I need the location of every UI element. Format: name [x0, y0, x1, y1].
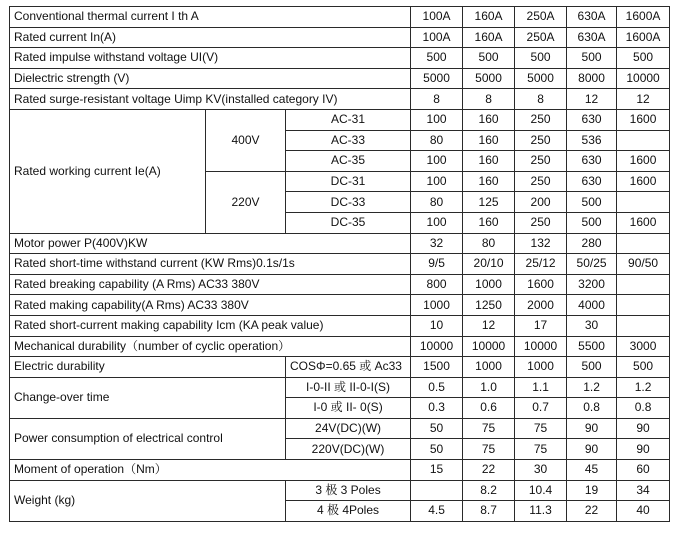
specifications-table [9, 6, 670, 522]
table-row [10, 254, 670, 275]
row-label: Mechanical durability（number of cyclic operation） [10, 336, 411, 357]
value-cell [617, 130, 670, 151]
value-cell: 100 [411, 109, 463, 130]
value-cell: 1.1 [515, 377, 567, 398]
value-cell: 34 [617, 480, 670, 501]
value-cell: 2000 [515, 295, 567, 316]
value-cell: 3000 [617, 336, 670, 357]
value-cell: 5500 [567, 336, 617, 357]
value-cell: 0.5 [411, 377, 463, 398]
condition-label: 24V(DC)(W) [286, 418, 411, 439]
value-cell: 160 [463, 212, 515, 233]
row-label: Rated making capability(A Rms) AC33 380V [10, 295, 411, 316]
value-cell: 17 [515, 315, 567, 336]
value-cell: 250 [515, 212, 567, 233]
value-cell: 30 [515, 460, 567, 481]
condition-label: 4 极 4Poles [286, 501, 411, 522]
value-cell: 500 [515, 48, 567, 69]
value-cell: 8.2 [463, 480, 515, 501]
value-cell: 9/5 [411, 254, 463, 275]
table-body [10, 7, 670, 522]
value-cell: 10000 [515, 336, 567, 357]
value-cell: 1600A [617, 27, 670, 48]
value-cell: 100A [411, 7, 463, 28]
row-label: Change-over time [10, 377, 286, 418]
value-cell: 0.8 [567, 398, 617, 419]
category-label: DC-35 [286, 212, 411, 233]
value-cell: 100 [411, 212, 463, 233]
value-cell: 80 [411, 130, 463, 151]
value-cell: 20/10 [463, 254, 515, 275]
category-label: AC-31 [286, 109, 411, 130]
value-cell: 250 [515, 171, 567, 192]
row-label: Dielectric strength (V) [10, 68, 411, 89]
value-cell: 500 [411, 48, 463, 69]
value-cell: 160A [463, 7, 515, 28]
value-cell: 630 [567, 171, 617, 192]
value-cell [617, 295, 670, 316]
category-label: DC-31 [286, 171, 411, 192]
value-cell: 12 [567, 89, 617, 110]
value-cell: 630 [567, 151, 617, 172]
table-row [10, 27, 670, 48]
row-label: Weight (kg) [10, 480, 286, 521]
value-cell: 10.4 [515, 480, 567, 501]
value-cell: 5000 [463, 68, 515, 89]
value-cell: 30 [567, 315, 617, 336]
table-row [10, 48, 670, 69]
condition-label: I-0 或 II- 0(S) [286, 398, 411, 419]
value-cell: 8000 [567, 68, 617, 89]
category-label: DC-33 [286, 192, 411, 213]
value-cell: 1.2 [567, 377, 617, 398]
row-label: Rated impulse withstand voltage UI(V) [10, 48, 411, 69]
row-label: Rated short-current making capability Icm (KA peak value) [10, 315, 411, 336]
value-cell: 8 [463, 89, 515, 110]
value-cell: 536 [567, 130, 617, 151]
value-cell: 22 [463, 460, 515, 481]
value-cell: 280 [567, 233, 617, 254]
table-row [10, 68, 670, 89]
value-cell: 1600A [617, 7, 670, 28]
value-cell: 90 [617, 418, 670, 439]
value-cell: 1.0 [463, 377, 515, 398]
value-cell: 100 [411, 171, 463, 192]
value-cell: 50 [411, 418, 463, 439]
row-label: Electric durability [10, 357, 286, 378]
value-cell: 5000 [515, 68, 567, 89]
voltage-label: 400V [206, 109, 286, 171]
value-cell: 132 [515, 233, 567, 254]
value-cell: 250 [515, 130, 567, 151]
value-cell: 250 [515, 151, 567, 172]
condition-label: I-0-II 或 II-0-I(S) [286, 377, 411, 398]
value-cell: 50/25 [567, 254, 617, 275]
value-cell: 10000 [463, 336, 515, 357]
value-cell: 125 [463, 192, 515, 213]
condition-label: 220V(DC)(W) [286, 439, 411, 460]
value-cell: 50 [411, 439, 463, 460]
value-cell: 45 [567, 460, 617, 481]
value-cell: 15 [411, 460, 463, 481]
value-cell: 160A [463, 27, 515, 48]
value-cell [617, 192, 670, 213]
value-cell: 32 [411, 233, 463, 254]
value-cell: 1600 [617, 212, 670, 233]
table-row [10, 357, 670, 378]
value-cell: 160 [463, 171, 515, 192]
value-cell: 60 [617, 460, 670, 481]
row-label: Conventional thermal current I th A [10, 7, 411, 28]
value-cell: 1000 [463, 274, 515, 295]
value-cell: 10 [411, 315, 463, 336]
value-cell: 160 [463, 109, 515, 130]
value-cell: 75 [515, 418, 567, 439]
value-cell [617, 233, 670, 254]
value-cell: 75 [463, 418, 515, 439]
value-cell: 1600 [515, 274, 567, 295]
row-label: Rated current In(A) [10, 27, 411, 48]
row-label: Rated surge-resistant voltage Uimp KV(installed category IV) [10, 89, 411, 110]
value-cell: 250 [515, 109, 567, 130]
value-cell: 11.3 [515, 501, 567, 522]
value-cell: 1000 [463, 357, 515, 378]
value-cell: 1000 [515, 357, 567, 378]
value-cell: 1000 [411, 295, 463, 316]
value-cell: 500 [463, 48, 515, 69]
value-cell: 90 [617, 439, 670, 460]
value-cell: 40 [617, 501, 670, 522]
value-cell: 8 [411, 89, 463, 110]
value-cell: 500 [567, 212, 617, 233]
table-row [10, 109, 670, 130]
value-cell: 250A [515, 7, 567, 28]
value-cell: 5000 [411, 68, 463, 89]
value-cell: 4.5 [411, 501, 463, 522]
value-cell: 200 [515, 192, 567, 213]
table-row [10, 315, 670, 336]
value-cell: 500 [567, 48, 617, 69]
value-cell: 1500 [411, 357, 463, 378]
value-cell: 90 [567, 418, 617, 439]
table-row [10, 295, 670, 316]
table-row [10, 7, 670, 28]
value-cell: 500 [567, 357, 617, 378]
table-row [10, 377, 670, 398]
value-cell: 19 [567, 480, 617, 501]
table-row [10, 418, 670, 439]
value-cell: 0.8 [617, 398, 670, 419]
value-cell: 10000 [617, 68, 670, 89]
table-row [10, 336, 670, 357]
value-cell: 500 [567, 192, 617, 213]
value-cell: 80 [463, 233, 515, 254]
value-cell: 8 [515, 89, 567, 110]
value-cell: 10000 [411, 336, 463, 357]
row-label: Rated working current Ie(A) [10, 109, 206, 233]
value-cell: 90/50 [617, 254, 670, 275]
table-row [10, 460, 670, 481]
condition-label: 3 极 3 Poles [286, 480, 411, 501]
value-cell: 75 [463, 439, 515, 460]
row-label: Rated short-time withstand current (KW Rms)0.1s/1s [10, 254, 411, 275]
voltage-label: 220V [206, 171, 286, 233]
value-cell: 0.6 [463, 398, 515, 419]
value-cell: 500 [617, 357, 670, 378]
value-cell: 630A [567, 7, 617, 28]
value-cell: 22 [567, 501, 617, 522]
value-cell: 8.7 [463, 501, 515, 522]
row-label: Moment of operation（Nm） [10, 460, 411, 481]
row-label: Motor power P(400V)KW [10, 233, 411, 254]
row-label: Rated breaking capability (A Rms) AC33 380V [10, 274, 411, 295]
value-cell: 4000 [567, 295, 617, 316]
value-cell: 1600 [617, 171, 670, 192]
value-cell: 90 [567, 439, 617, 460]
value-cell: 0.3 [411, 398, 463, 419]
value-cell: 630 [567, 109, 617, 130]
value-cell: 1600 [617, 109, 670, 130]
value-cell: 3200 [567, 274, 617, 295]
value-cell: 1.2 [617, 377, 670, 398]
value-cell: 12 [463, 315, 515, 336]
value-cell: 160 [463, 130, 515, 151]
value-cell [617, 315, 670, 336]
value-cell: 1250 [463, 295, 515, 316]
value-cell: 75 [515, 439, 567, 460]
value-cell: 25/12 [515, 254, 567, 275]
value-cell: 500 [617, 48, 670, 69]
value-cell [411, 480, 463, 501]
table-row [10, 89, 670, 110]
table-row [10, 233, 670, 254]
table-row [10, 480, 670, 501]
condition-label: COSΦ=0.65 或 Ac33 [286, 357, 411, 378]
value-cell: 100A [411, 27, 463, 48]
value-cell: 800 [411, 274, 463, 295]
category-label: AC-35 [286, 151, 411, 172]
value-cell: 1600 [617, 151, 670, 172]
value-cell [617, 274, 670, 295]
value-cell: 250A [515, 27, 567, 48]
value-cell: 160 [463, 151, 515, 172]
value-cell: 0.7 [515, 398, 567, 419]
value-cell: 100 [411, 151, 463, 172]
row-label: Power consumption of electrical control [10, 418, 286, 459]
value-cell: 630A [567, 27, 617, 48]
table-row [10, 274, 670, 295]
value-cell: 12 [617, 89, 670, 110]
category-label: AC-33 [286, 130, 411, 151]
value-cell: 80 [411, 192, 463, 213]
